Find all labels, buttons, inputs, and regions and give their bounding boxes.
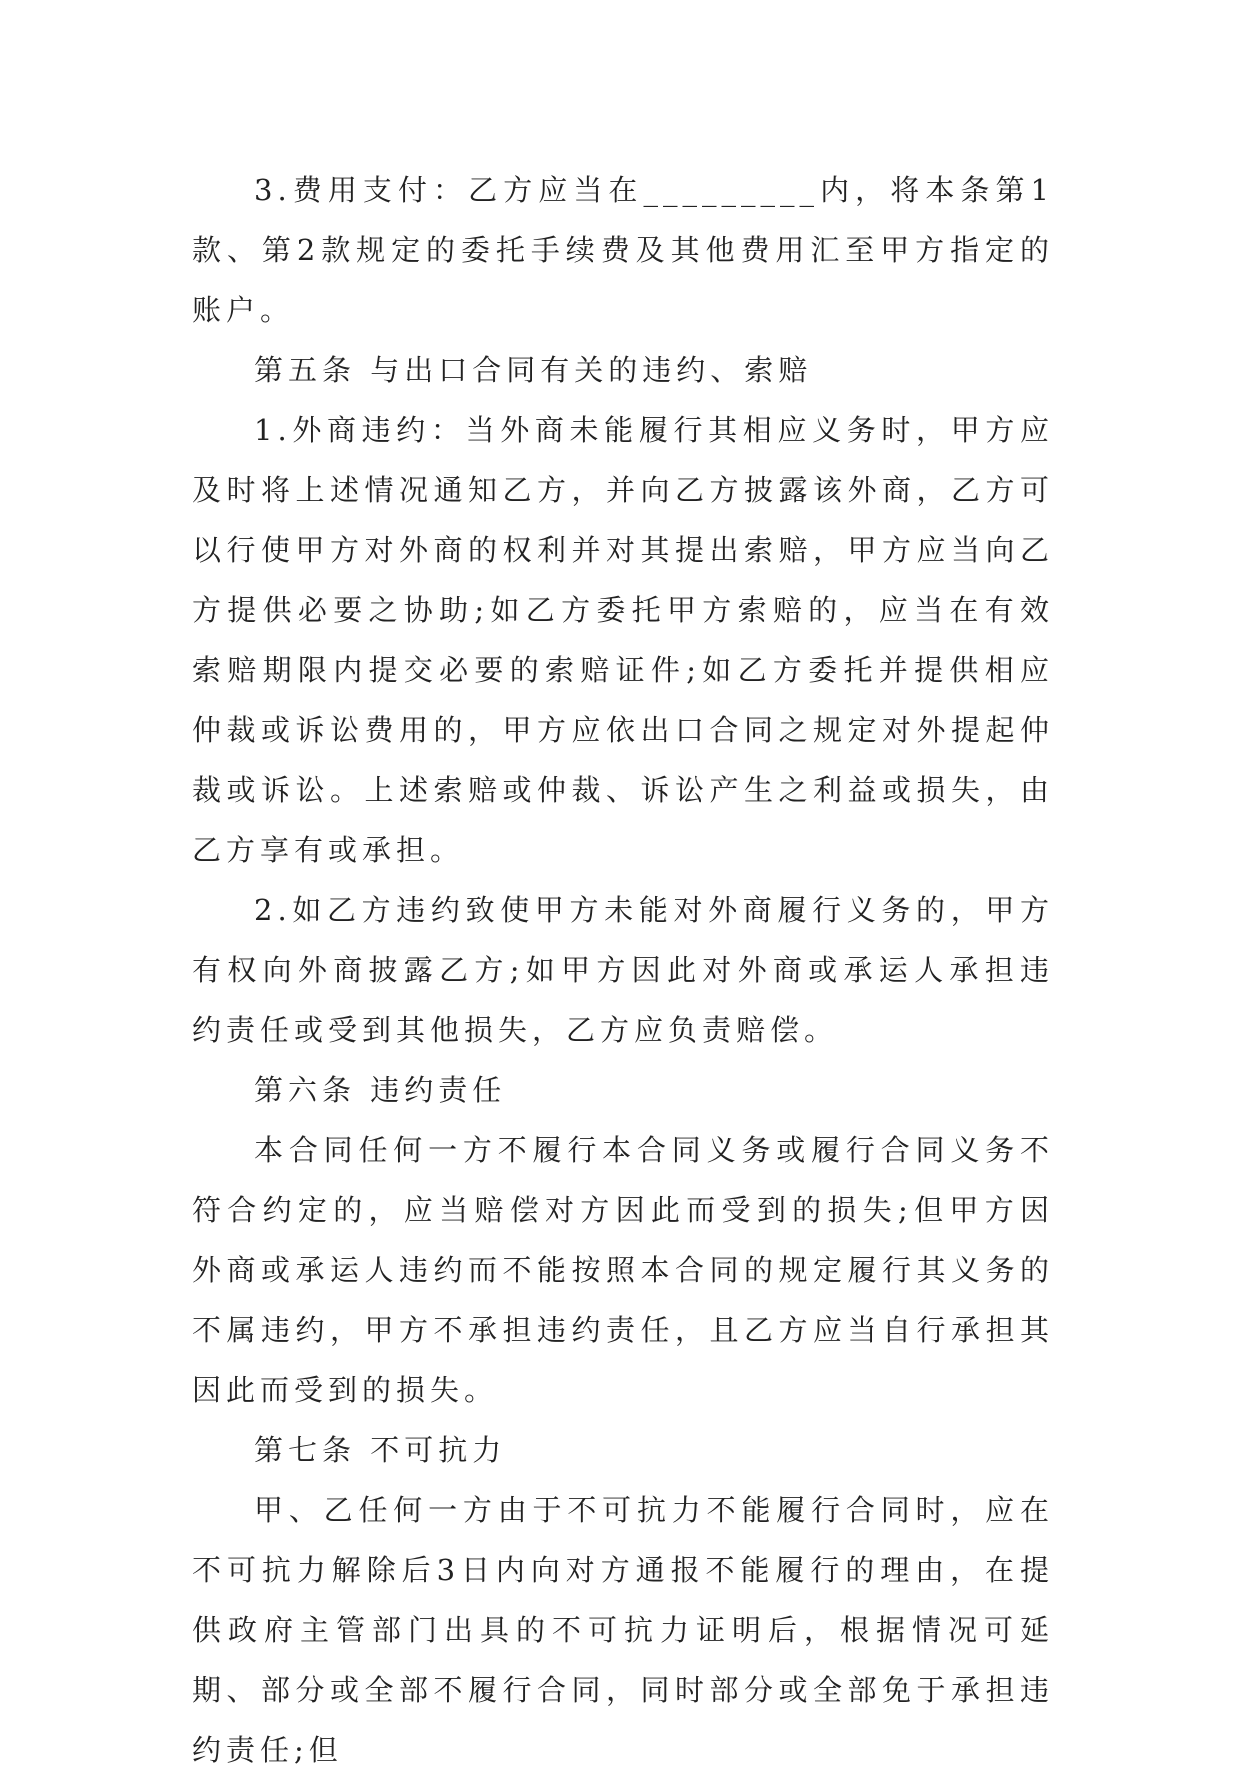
paragraph-party-b-breach: 2.如乙方违约致使甲方未能对外商履行义务的，甲方有权向外商披露乙方;如甲方因此对外商或承运人承担违约责任或受到其他损失，乙方应负责赔偿。 <box>192 893 1054 1047</box>
heading-article-5: 第五条 与出口合同有关的违约、索赔 <box>254 353 813 387</box>
paragraph-liability: 本合同任何一方不履行本合同义务或履行合同义务不符合约定的，应当赔偿对方因此而受到的损失;但甲方因外商或承运人违约而不能按照本合同的规定履行其义务的不属违约，甲方不承担违约责任，且乙方应当自行承担其因此而受到的损失。 <box>192 1133 1054 1407</box>
heading-article-7: 第七条 不可抗力 <box>254 1433 507 1467</box>
heading-article-6: 第六条 违约责任 <box>254 1073 507 1107</box>
paragraph-foreign-breach: 1.外商违约：当外商未能履行其相应义务时，甲方应及时将上述情况通知乙方，并向乙方披露该外商，乙方可以行使甲方对外商的权利并对其提出索赔，甲方应当向乙方提供必要之协助;如乙方委托甲方索赔的，应当在有效索赔期限内提交必要的索赔证件;如乙方委托并提供相应仲裁或诉讼费用的，甲方应依出口合同之规定对外提起仲裁或诉讼。上述索赔或仲裁、诉讼产生之利益或损失，由乙方享有或承担。 <box>192 413 1054 867</box>
contract-text-body <box>192 160 1054 1780</box>
paragraph-force-majeure: 甲、乙任何一方由于不可抗力不能履行合同时，应在不可抗力解除后3日内向对方通报不能履行的理由，在提供政府主管部门出具的不可抗力证明后，根据情况可延期、部分或全部不履行合同，同时部分或全部免于承担违约责任;但 <box>192 1493 1054 1767</box>
paragraph-fee-payment: 3.费用支付：乙方应当在_________内，将本条第1款、第2款规定的委托手续费及其他费用汇至甲方指定的账户。 <box>192 173 1054 327</box>
